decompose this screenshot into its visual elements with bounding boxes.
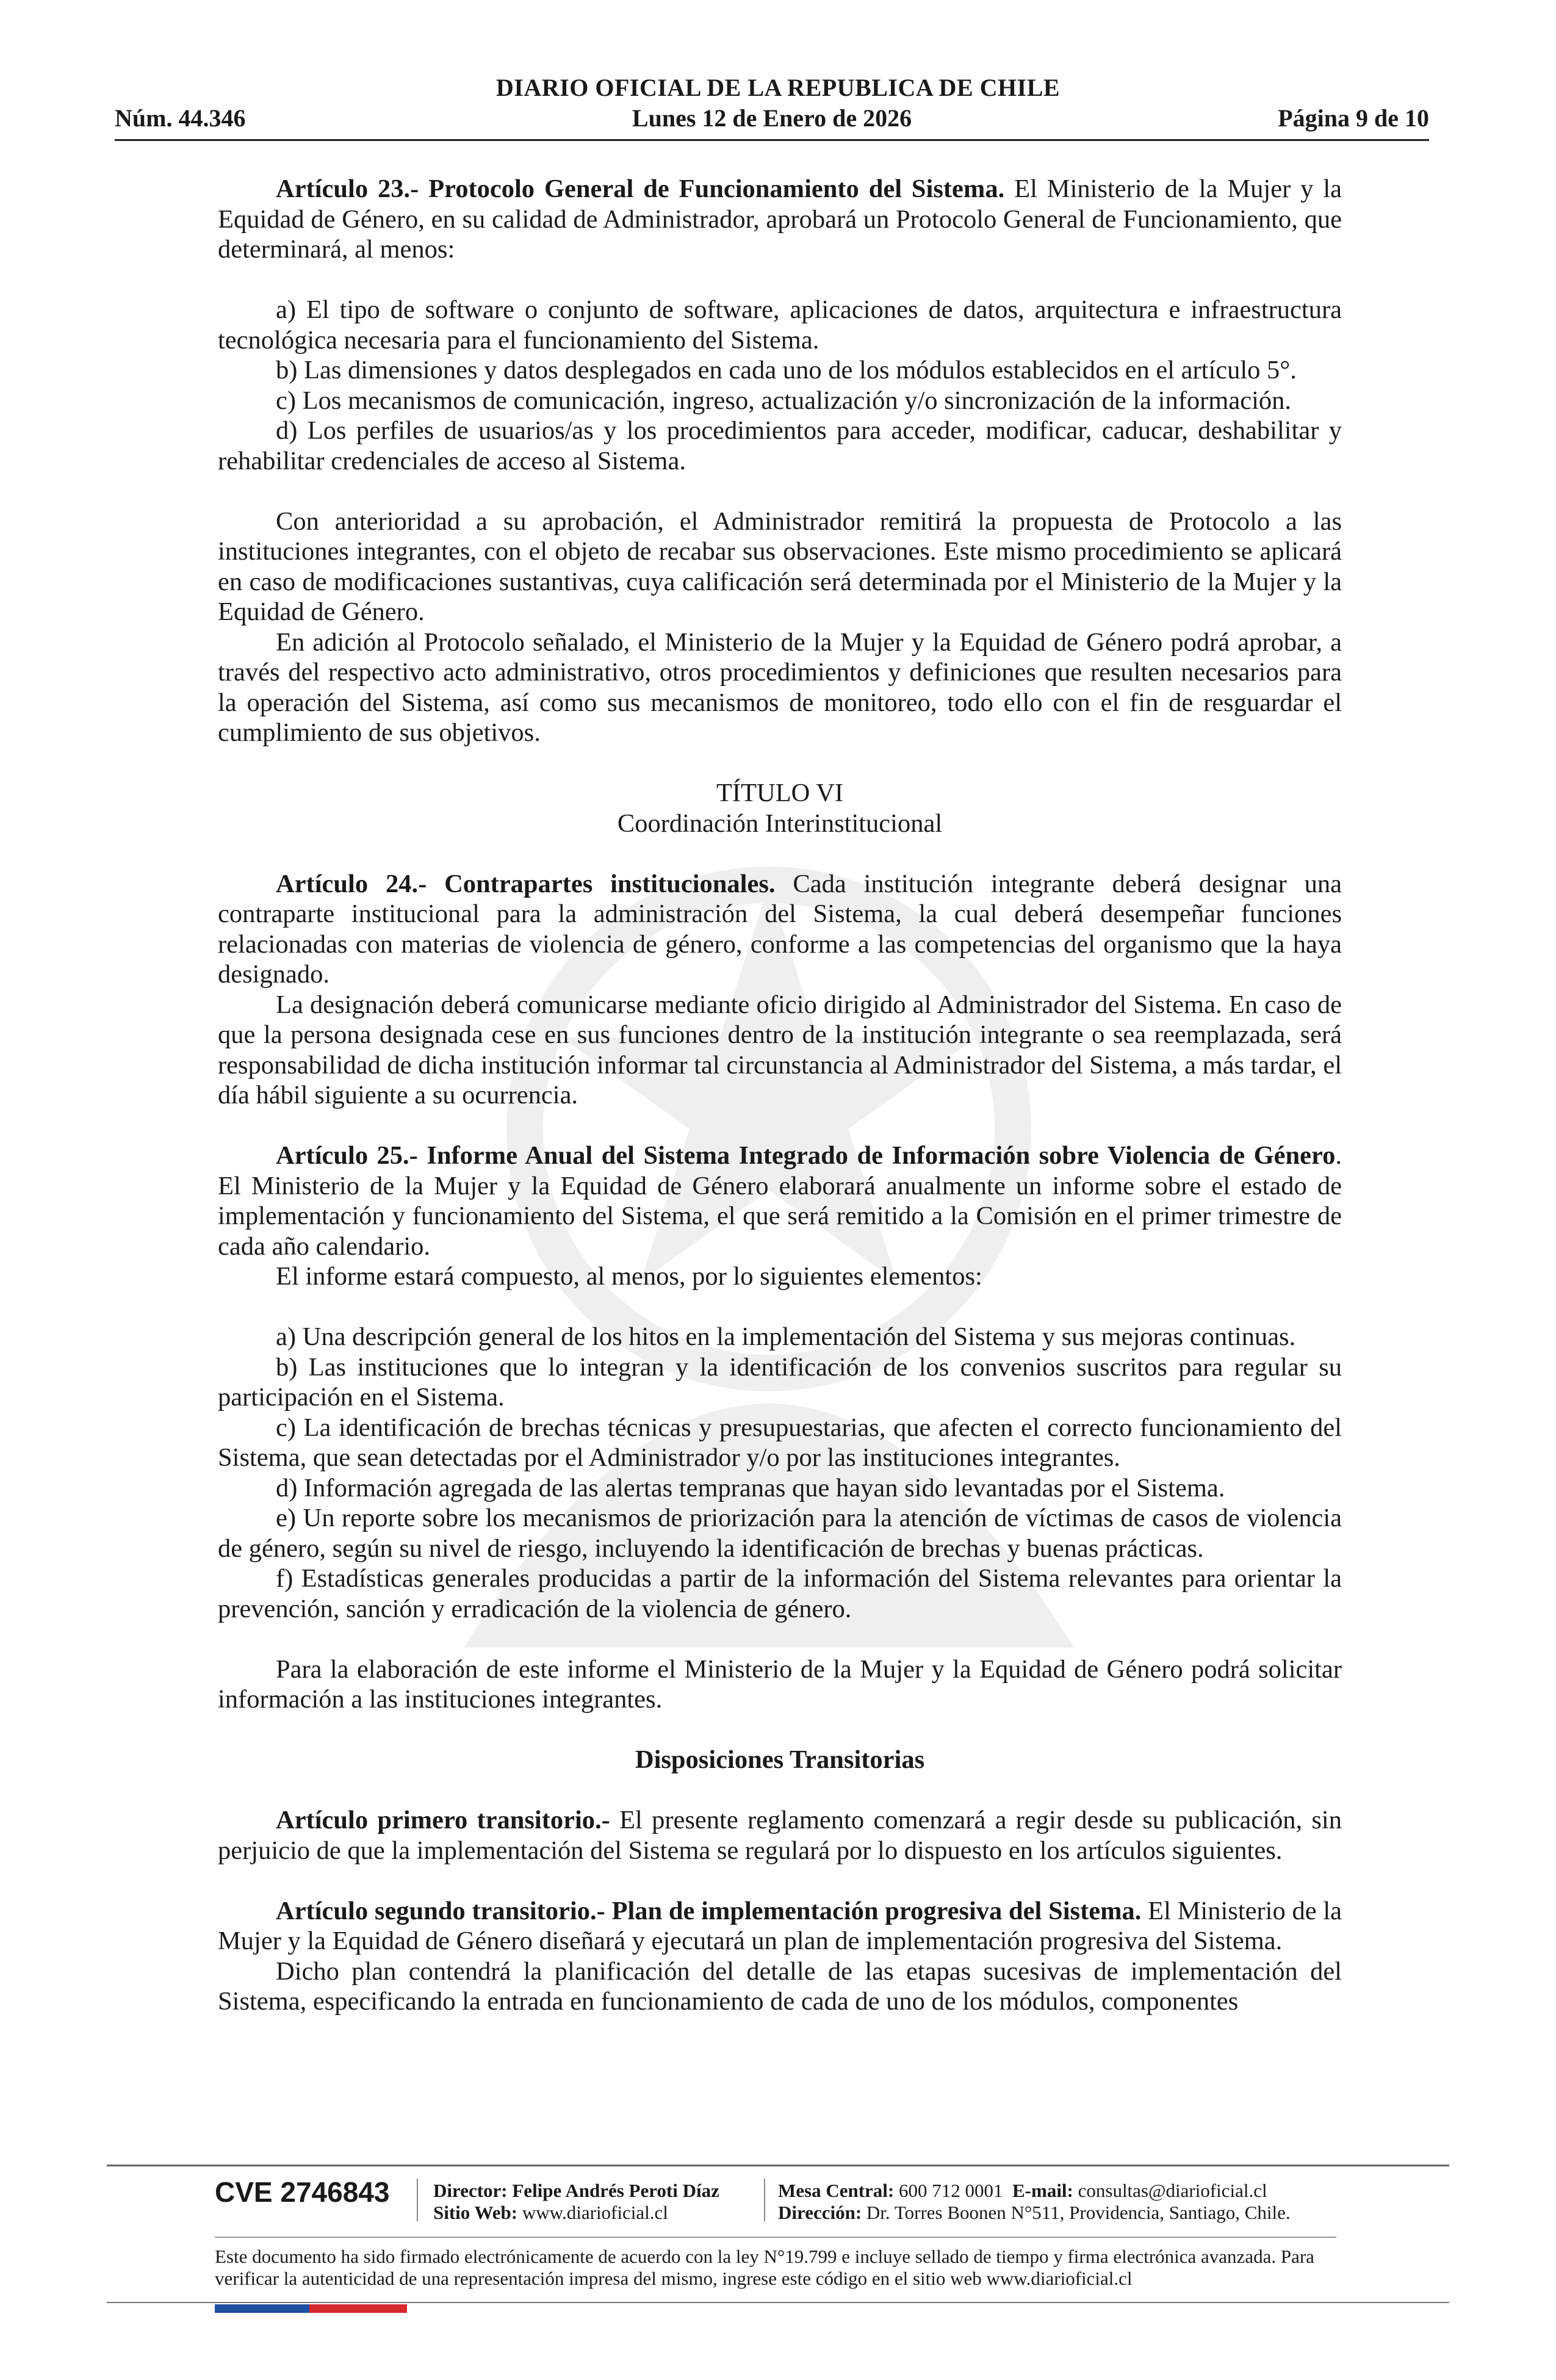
article-24: Artículo 24.- Contrapartes institucionales. Cada institución integrante deberá designar una contraparte institucional para la administración del Sistema, la cual deberá desempeñar funciones relacionadas con materias de violencia de género, conforme a las competencias del organismo que la haya designado.	[218, 869, 1342, 989]
flag-blue-stripe	[215, 2304, 309, 2313]
article-25: Artículo 25.- Informe Anual del Sistema Integrado de Información sobre Violencia de Género. El Ministerio de la Mujer y la Equidad de Género elaborará anualmente un informe sobre el estado de implementación y funcionamiento del Sistema, el que será remitido a la Comisión en el primer trimestre de cada año calendario.	[218, 1141, 1342, 1261]
paragraph: Para la elaboración de este informe el Ministerio de la Mujer y la Equidad de Género podrá solicitar información a las instituciones integrantes.	[218, 1654, 1342, 1714]
footer-divider	[107, 2302, 1449, 2303]
paragraph: La designación deberá comunicarse mediante oficio dirigido al Administrador del Sistema. En caso de que la persona designada cese en sus funciones dentro de la institución integrante o sea reemplazada, será responsabilidad de dicha institución informar tal circunstancia al Administrador del Sistema, a más tardar, el día hábil siguiente a su ocurrencia.	[218, 990, 1342, 1109]
issue-number: Núm. 44.346	[115, 104, 246, 132]
page-number: Página 9 de 10	[1278, 104, 1429, 132]
signature-note: Este documento ha sido firmado electrónicamente de acuerdo con la ley N°19.799 e incluye sellado de tiempo y firma electrónica avanzada. Para verificar la autenticidad de una representación impresa del mismo, ingrese este código en el sitio web www.diarioficial.cl	[215, 2246, 1314, 2289]
paragraph: En adición al Protocolo señalado, el Ministerio de la Mujer y la Equidad de Género podrá aprobar, a través del respectivo acto administrativo, otros procedimientos y definiciones que resulten necesarios para la operación del Sistema, así como sus mecanismos de monitoreo, todo ello con el fin de resguardar el cumplimiento de sus objetivos.	[218, 627, 1342, 747]
article-23: Artículo 23.- Protocolo General de Funcionamiento del Sistema. El Ministerio de la Mujer y la Equidad de Género, en su calidad de Administrador, aprobará un Protocolo General de Funcionamiento, que determinará, al menos:	[218, 175, 1342, 264]
footer-contact-info: Mesa Central: 600 712 0001 E-mail: consultas@diarioficial.cl Dirección: Dr. Torres Boonen N°511, Providencia, Santiago, Chile.	[778, 2180, 1291, 2223]
email-link[interactable]: consultas@diarioficial.cl	[1073, 2180, 1267, 2201]
list-item: d) Información agregada de las alertas tempranas que hayan sido levantadas por el Sistema.	[276, 1473, 1225, 1502]
list-item: b) Las dimensiones y datos desplegados en cada uno de los módulos establecidos en el artículo 5°.	[276, 356, 1297, 384]
article-25-title: Artículo 25.- Informe Anual del Sistema Integrado de Información sobre Violencia de Género	[276, 1141, 1336, 1170]
paragraph: Dicho plan contendrá la planificación del detalle de las etapas sucesivas de implementación del Sistema, especificando la entrada en funcionamiento de cada de uno de los módulos, componentes	[218, 1956, 1342, 2016]
flag-red-stripe	[309, 2304, 407, 2313]
article-23-title: Artículo 23.- Protocolo General de Funcionamiento del Sistema.	[276, 175, 1005, 203]
list-item: a) Una descripción general de los hitos en la implementación del Sistema y sus mejoras continuas.	[276, 1322, 1296, 1351]
article-24-title: Artículo 24.- Contrapartes institucionales.	[276, 869, 776, 898]
header-divider	[115, 139, 1429, 141]
footer-divider	[215, 2237, 1336, 2238]
transitory-article-1: Artículo primero transitorio.- El presente reglamento comenzará a regir desde su publicación, sin perjuicio de que la implementación del Sistema se regulará por lo dispuesto en los artículos siguientes.	[218, 1806, 1342, 1865]
flag-stripe	[215, 2304, 407, 2313]
website-link[interactable]: www.diarioficial.cl	[517, 2202, 668, 2223]
document-body	[218, 174, 1342, 2017]
list-item: a) El tipo de software o conjunto de software, aplicaciones de datos, arquitectura e infraestructura tecnológica necesaria para el funcionamiento del Sistema.	[218, 295, 1342, 355]
footer-divider	[107, 2165, 1449, 2166]
paragraph: El informe estará compuesto, al menos, por lo siguientes elementos:	[276, 1262, 982, 1291]
issue-date: Lunes 12 de Enero de 2026	[632, 104, 912, 132]
paragraph: Con anterioridad a su aprobación, el Administrador remitirá la propuesta de Protocolo a las instituciones integrantes, con el objeto de recabar sus observaciones. Este mismo procedimiento se aplicará en caso de modificaciones sustantivas, cuya calificación será determinada por el Ministerio de la Mujer y la Equidad de Género.	[218, 507, 1342, 626]
list-item: c) La identificación de brechas técnicas y presupuestarias, que afecten el correcto funcionamiento del Sistema, que sean detectadas por el Administrador y/o por las instituciones integrantes.	[218, 1413, 1342, 1472]
list-item: b) Las instituciones que lo integran y la identificación de los convenios suscritos para regular su participación en el Sistema.	[218, 1352, 1342, 1412]
title-number: TÍTULO VI	[716, 779, 844, 807]
section-heading: Disposiciones Transitorias	[635, 1745, 925, 1774]
transitory-article-2: Artículo segundo transitorio.- Plan de implementación progresiva del Sistema. El Ministerio de la Mujer y la Equidad de Género diseñará y ejecutará un plan de implementación progresiva del Sistema.	[218, 1896, 1342, 1955]
title-name: Coordinación Interinstitucional	[617, 809, 943, 838]
header-row	[115, 104, 1429, 135]
cve-code: CVE 2746843	[215, 2176, 390, 2208]
list-item: c) Los mecanismos de comunicación, ingreso, actualización y/o sincronización de la información.	[276, 386, 1291, 415]
footer-separator	[764, 2179, 765, 2221]
footer-separator	[417, 2179, 418, 2221]
list-item: e) Un reporte sobre los mecanismos de priorización para la atención de víctimas de casos de violencia de género, según su nivel de riesgo, incluyendo la identificación de brechas y buenas prácticas.	[218, 1504, 1342, 1563]
list-item: f) Estadísticas generales producidas a partir de la información del Sistema relevantes para orientar la prevención, sanción y erradicación de la violencia de género.	[218, 1564, 1342, 1623]
list-item: d) Los perfiles de usuarios/as y los procedimientos para acceder, modificar, caducar, deshabilitar y rehabilitar credenciales de acceso al Sistema.	[218, 416, 1342, 475]
publication-title: DIARIO OFICIAL DE LA REPUBLICA DE CHILE	[495, 74, 1061, 101]
footer-director-info: Director: Felipe Andrés Peroti Díaz Sitio Web: www.diarioficial.cl	[433, 2180, 719, 2223]
